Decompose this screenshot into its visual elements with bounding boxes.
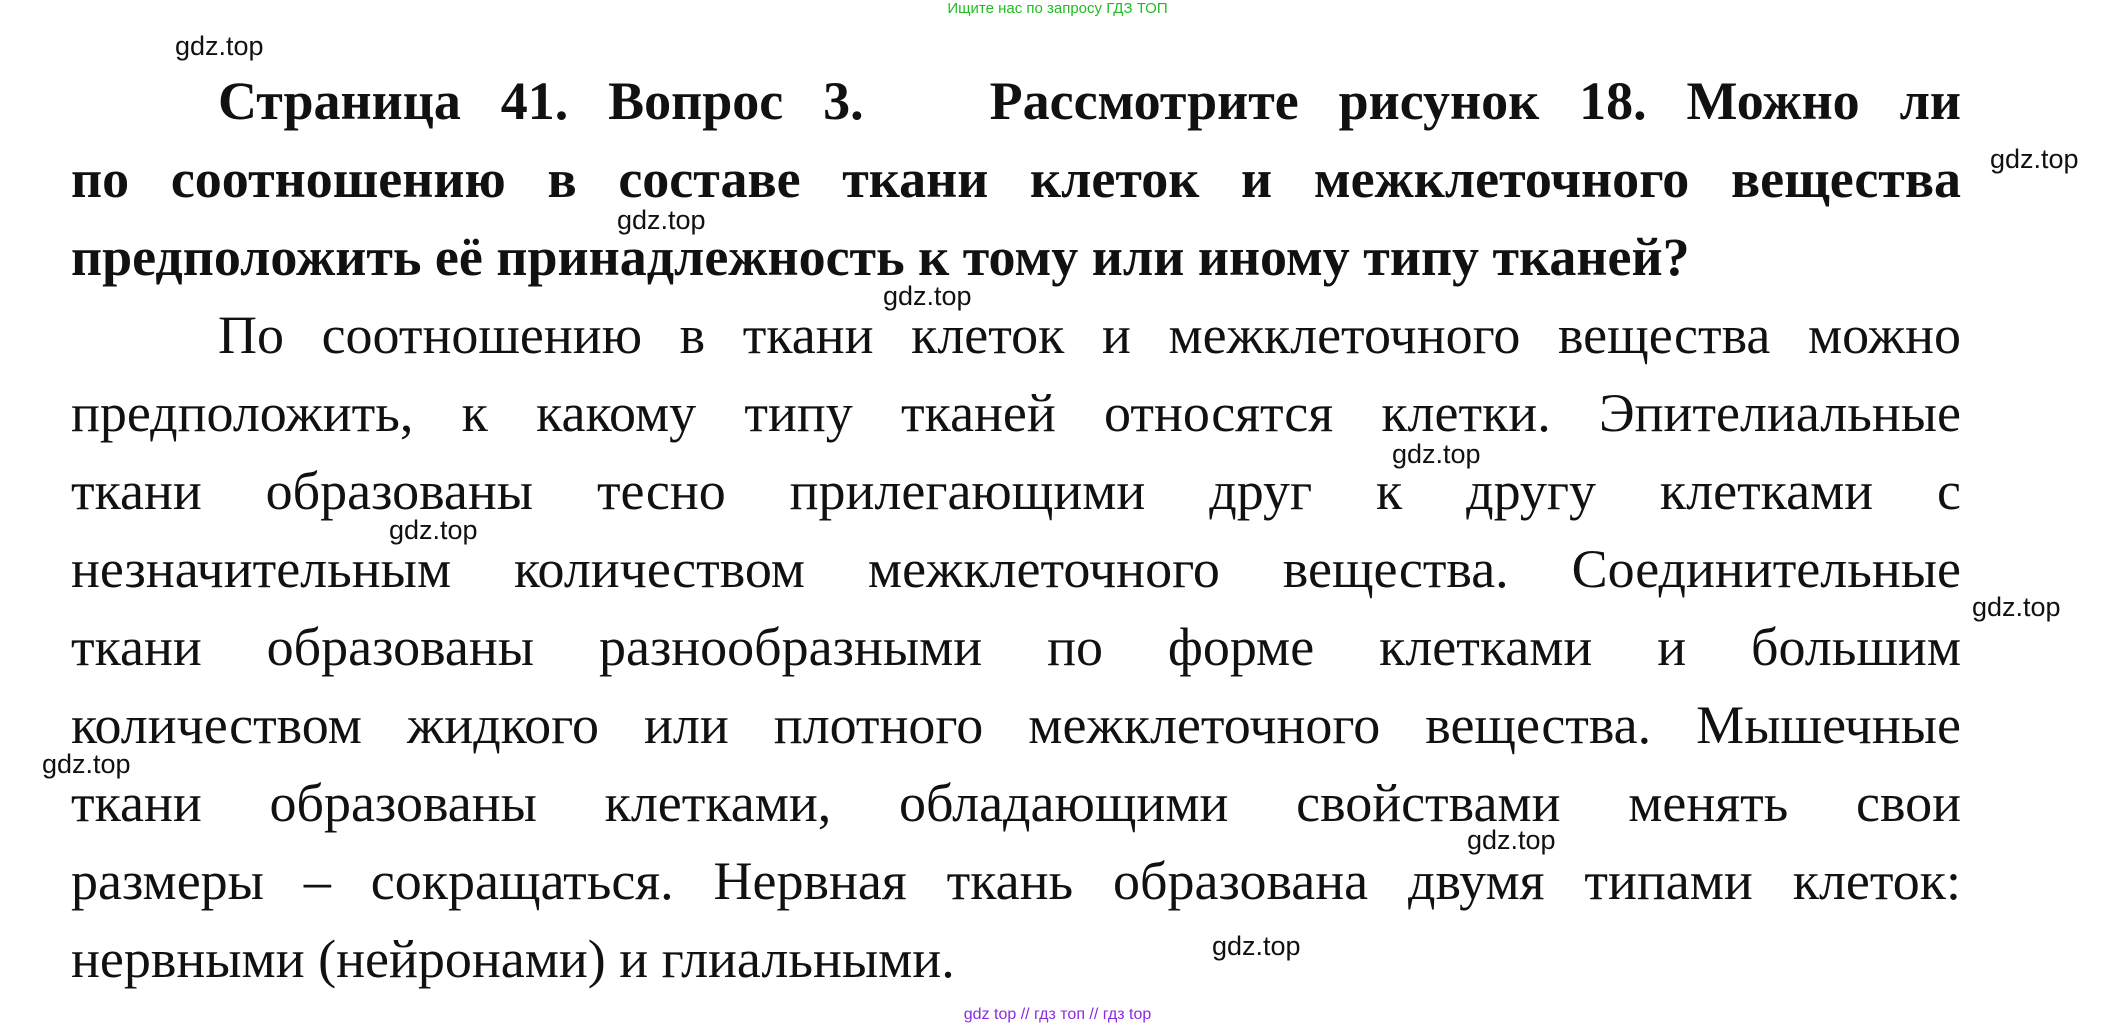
answer-line: незначительным количеством межклеточного вещества. Соединительные — [71, 539, 1961, 599]
question-line: предположить её принадлежность к тому или иному типу тканей? — [71, 227, 1690, 287]
watermark: gdz.top — [175, 31, 264, 61]
watermark: gdz.top — [1467, 825, 1556, 855]
question-line — [218, 62, 1961, 140]
answer-line: предположить, к какому типу тканей относятся клетки. Эпителиальные — [71, 383, 1961, 443]
question-text: Рассмотрите рисунок 18. Можно ли — [989, 71, 1961, 131]
question-label: Страница 41. Вопрос 3. — [218, 71, 864, 131]
answer-line: ткани образованы клетками, обладающими свойствами менять свои — [71, 773, 1961, 833]
answer-line: нервными (нейронами) и глиальными. — [71, 929, 955, 989]
watermark: gdz.top — [1972, 592, 2061, 622]
answer-line: ткани образованы тесно прилегающими друг к другу клетками с — [71, 461, 1961, 521]
answer-line: размеры – сокращаться. Нервная ткань образована двумя типами клеток: — [71, 851, 1961, 911]
watermark: gdz.top — [389, 515, 478, 545]
watermark: gdz.top — [42, 749, 131, 779]
answer-line: По соотношению в ткани клеток и межклеточного вещества можно — [218, 305, 1961, 365]
question-line: по соотношению в составе ткани клеток и межклеточного вещества — [71, 149, 1961, 209]
answer-line: количеством жидкого или плотного межклеточного вещества. Мышечные — [71, 695, 1961, 755]
watermark: gdz.top — [617, 205, 706, 235]
watermark: gdz.top — [883, 281, 972, 311]
footer-links[interactable]: gdz top // гдз топ // гдз top — [963, 1006, 1152, 1023]
watermark: gdz.top — [1212, 931, 1301, 961]
watermark: gdz.top — [1990, 144, 2079, 174]
watermark: gdz.top — [1392, 439, 1481, 469]
top-search-banner[interactable]: Ищите нас по запросу ГДЗ ТОП — [947, 0, 1168, 17]
answer-line: ткани образованы разнообразными по форме клетками и большим — [71, 617, 1961, 677]
